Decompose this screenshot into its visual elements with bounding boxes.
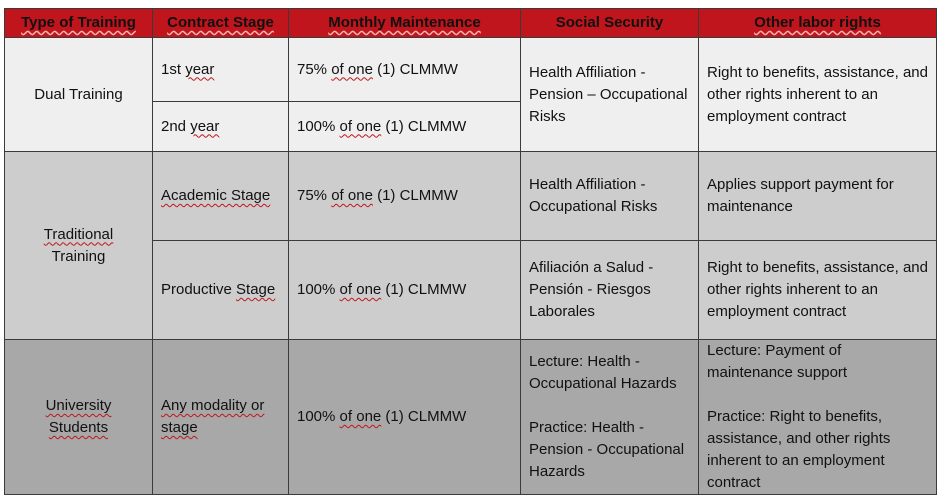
table-row bbox=[5, 38, 937, 102]
table-row bbox=[5, 152, 937, 241]
dual-stage-1st-year: 1st year bbox=[153, 38, 289, 102]
university-social-practice: Practice: Health - Pension - Occupational Hazards bbox=[529, 419, 685, 480]
traditional-maintenance-productive: 100% of one (1) CLMMW bbox=[289, 241, 521, 340]
traditional-social-security-productive: Afiliación a Salud - Pensión - Riesgos Laborales bbox=[521, 241, 699, 340]
university-students-type: University Students bbox=[5, 340, 153, 495]
traditional-labor-rights-academic: Applies support payment for maintenance bbox=[699, 152, 937, 241]
dual-stage-2nd-year: 2nd year bbox=[153, 102, 289, 152]
dual-training-type: Dual Training bbox=[5, 38, 153, 152]
training-rights-table bbox=[4, 8, 937, 495]
table-row bbox=[5, 340, 937, 495]
university-labor-practice: Practice: Right to benefits, assistance, and other rights inherent to an employment contract bbox=[707, 408, 891, 491]
header-row bbox=[5, 9, 937, 38]
university-maintenance: 100% of one (1) CLMMW bbox=[289, 340, 521, 495]
traditional-maintenance-academic: 75% of one (1) CLMMW bbox=[289, 152, 521, 241]
traditional-stage-productive: Productive Stage bbox=[153, 241, 289, 340]
university-social-security bbox=[521, 340, 699, 495]
university-labor-rights bbox=[699, 340, 937, 495]
header-monthly-maintenance: Monthly Maintenance bbox=[289, 9, 521, 38]
traditional-labor-rights-productive: Right to benefits, assistance, and other rights inherent to an employment contract bbox=[699, 241, 937, 340]
header-contract-stage: Contract Stage bbox=[153, 9, 289, 38]
dual-labor-rights: Right to benefits, assistance, and other rights inherent to an employment contract bbox=[699, 38, 937, 152]
traditional-training-type: Traditional Training bbox=[5, 152, 153, 340]
traditional-stage-academic: Academic Stage bbox=[153, 152, 289, 241]
dual-maintenance-1st-year: 75% of one (1) CLMMW bbox=[289, 38, 521, 102]
university-labor-lecture: Lecture: Payment of maintenance support bbox=[707, 342, 848, 381]
header-type-of-training: Type of Training bbox=[5, 9, 153, 38]
university-social-lecture: Lecture: Health - Occupational Hazards bbox=[529, 353, 677, 392]
dual-social-security: Health Affiliation - Pension – Occupational Risks bbox=[521, 38, 699, 152]
header-social-security: Social Security bbox=[521, 9, 699, 38]
university-stage: Any modality or stage bbox=[153, 340, 289, 495]
dual-maintenance-2nd-year: 100% of one (1) CLMMW bbox=[289, 102, 521, 152]
header-other-labor-rights: Other labor rights bbox=[699, 9, 937, 38]
traditional-social-security-academic: Health Affiliation - Occupational Risks bbox=[521, 152, 699, 241]
